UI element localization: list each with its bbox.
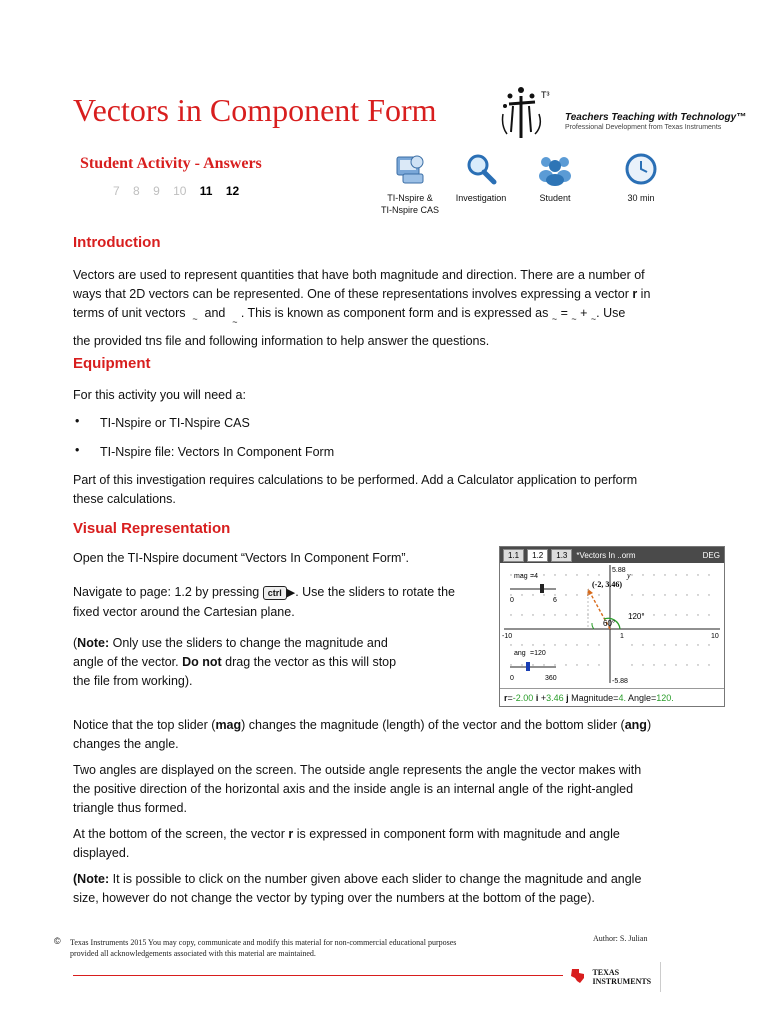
result-ang: 120. (656, 693, 674, 703)
footer-divider (73, 975, 563, 976)
bottom-line-1a: At the bottom of the screen, the vector (73, 827, 289, 841)
year-7: 7 (113, 184, 120, 198)
x-right-label: 10 (711, 633, 719, 640)
footer-vertical-rule (660, 962, 661, 992)
bottom-vector-r: r (288, 827, 294, 841)
note2-open: ( (73, 872, 78, 886)
result-ang-label: Angle= (625, 693, 657, 703)
notice-b: ) changes the magnitude (length) of the vector and the bottom slider ( (241, 718, 625, 732)
mag-slider-thumb[interactable] (540, 584, 544, 593)
mag-min-label: 0 (510, 597, 514, 604)
note-open-paren: ( (73, 636, 78, 650)
note-line-2 (73, 653, 493, 672)
intro-line-1: Vectors are used to represent quantities that have both magnitude and direction. There are a number of (73, 268, 645, 282)
note2-paragraph (73, 870, 693, 908)
equals-sign: = (557, 306, 572, 320)
year-10: 10 (173, 184, 187, 198)
result-equals: = (507, 693, 513, 703)
copyright-symbol: © (54, 936, 61, 946)
intro-line-2a: ways that 2D vectors can be represented. One of these representations involves expressing a vector (73, 287, 633, 301)
calculator-icon (393, 152, 427, 186)
note-line-3: the file from working). (73, 674, 193, 688)
ang-slider-thumb[interactable] (526, 662, 530, 671)
calc-tab-1-1: 1.1 (503, 549, 524, 562)
mag-slider-value: =4 (530, 573, 538, 580)
tilde-x: ~ (571, 314, 577, 324)
navigate-line-1b: . Use the sliders to rotate the (295, 585, 456, 599)
icon-tile-time (596, 152, 686, 204)
note2-line-1 (73, 870, 693, 889)
y-top-label: 5.88 (612, 567, 626, 574)
year-11: 11 (199, 184, 213, 198)
result-mag: 4. (618, 693, 626, 703)
heading-equipment: Equipment (73, 355, 151, 372)
notice-mag: mag (215, 718, 242, 732)
calc-tab-1-3: 1.3 (551, 549, 572, 562)
navigate-line-2: fixed vector around the Cartesian plane. (73, 605, 295, 619)
ctrl-key: ctrl (263, 586, 287, 600)
bottom-line-1c: is expressed in component form with magnitude and angle (293, 827, 620, 841)
note-line-2a: angle of the vector. (73, 655, 183, 669)
page-title: Vectors in Component Form (73, 92, 437, 128)
notice-line-1 (73, 716, 693, 735)
calc-doc-title: *Vectors In ..orm (576, 550, 636, 560)
outside-angle-label: 120° (628, 612, 645, 621)
year-levels (113, 184, 249, 198)
ti-line-1: TEXAS (592, 968, 620, 977)
calc-graph (500, 563, 724, 687)
navigate-paragraph (73, 583, 493, 622)
note-line-2b: drag the vector as this will stop (221, 655, 397, 669)
vector-r: r (632, 287, 638, 301)
logo-title: Teachers Teaching with Technology™ (565, 112, 747, 123)
result-mag-label: Magnitude= (568, 693, 619, 703)
intro-line-3c: . This is known as component form and is expressed as (240, 306, 552, 320)
ti-nspire-screenshot (499, 546, 725, 707)
x-left-label: -10 (502, 633, 513, 640)
footer-line-2: provided all acknowledgements associated with this material are maintained. (70, 949, 316, 958)
author: Author: S. Julian (593, 934, 648, 943)
tilde-y: ~ (590, 314, 597, 324)
intro-line-2c: in (637, 287, 651, 301)
equipment-note (73, 471, 693, 509)
note2-label: Note: (77, 872, 110, 886)
intro-line-3a: terms of unit vectors (73, 306, 190, 320)
ang-slider-value: =120 (530, 650, 546, 657)
result-i: i (535, 693, 539, 703)
note2-text-1: It is possible to click on the number given above each slider to change the magnitude and angle (109, 872, 642, 886)
icon-label-nspire-1: TI-Nspire & (387, 193, 433, 203)
calc-tab-bar (500, 547, 724, 563)
note2-line-2: size, however do not change the vector by typing over the numbers at the bottom of the page). (73, 891, 595, 905)
students-icon (537, 152, 573, 186)
equipment-item-2: TI-Nspire file: Vectors In Component Form (100, 445, 335, 459)
equipment-note-1: Part of this investigation requires calculations to be performed. Add a Calculator application to perform (73, 473, 638, 487)
result-plus: + (538, 693, 547, 703)
note-paragraph (73, 634, 493, 691)
ang-max-label: 360 (545, 675, 557, 682)
note-do-not: Do not (182, 655, 222, 669)
inside-angle-label: 60° (603, 619, 616, 628)
ang-min-label: 0 (510, 675, 514, 682)
equipment-note-2: these calculations. (73, 492, 176, 506)
bullet-dot: • (75, 443, 80, 457)
note-line-1 (73, 634, 493, 653)
y-axis-label: y (627, 571, 631, 580)
result-r: r (504, 693, 508, 703)
logo-mark: T³ (541, 90, 550, 100)
y-bottom-label: -5.88 (612, 678, 628, 685)
intro-paragraph (73, 266, 693, 351)
mag-max-label: 6 (553, 597, 557, 604)
unit-vector-j-tilde: ~ (232, 317, 238, 327)
calc-result-line (500, 688, 724, 706)
year-12: 12 (225, 184, 240, 198)
notice-c: ) (646, 718, 652, 732)
two-angles-line-2: the positive direction of the horizontal axis and the inside angle is an internal angle of the right-angled (73, 782, 634, 796)
notice-ang: ang (624, 718, 647, 732)
footer-copyright (70, 937, 550, 959)
calc-tab-1-2: 1.2 (527, 549, 548, 562)
bottom-screen-paragraph (73, 825, 693, 863)
two-angles-line-3: triangle thus formed. (73, 801, 187, 815)
t3-logo-icon (497, 84, 561, 142)
icon-label-student: Student (539, 193, 571, 203)
right-arrow-icon: ▶ (286, 587, 296, 599)
note-label: Note: (77, 636, 110, 650)
unit-vector-i-tilde: ~ (192, 314, 198, 324)
icon-label-time: 30 min (627, 193, 655, 203)
two-angles-paragraph (73, 761, 693, 818)
intro-line-3 (73, 304, 693, 332)
heading-visual-representation: Visual Representation (73, 520, 231, 537)
notice-line-2: changes the angle. (73, 737, 179, 751)
bullet-dot: • (75, 414, 80, 428)
equipment-lead: For this activity you will need a: (73, 388, 246, 402)
result-j-value: 3.46 (546, 693, 564, 703)
year-8: 8 (133, 184, 140, 198)
page-subtitle: Student Activity - Answers (80, 155, 262, 172)
ti-line-2: INSTRUMENTS (592, 977, 652, 986)
footer-line-1: Texas Instruments 2015 You may copy, communicate and modify this material for non-commercial educational purposes (70, 938, 457, 947)
t3-logo (497, 84, 561, 147)
intro-line-2 (73, 285, 693, 304)
icon-label-nspire-2: TI-Nspire CAS (380, 205, 439, 215)
logo-subtitle: Professional Development from Texas Instruments (565, 124, 722, 131)
x-one-label: 1 (620, 633, 624, 640)
result-j: j (566, 693, 569, 703)
clock-icon (624, 152, 658, 186)
intro-line-3f: . Use (596, 306, 626, 320)
mag-slider-label: mag (514, 573, 528, 580)
texas-instruments-logo (570, 968, 651, 986)
navigate-line-1a: Navigate to page: 1.2 by pressing (73, 585, 263, 599)
result-i-value: -2.00 (512, 693, 534, 703)
plus-sign: + (576, 306, 591, 320)
ang-slider-label: ang (514, 650, 526, 657)
texas-state-icon (570, 968, 586, 984)
calc-mode: DEG (702, 550, 720, 560)
heading-introduction: Introduction (73, 234, 161, 251)
two-angles-line-1: Two angles are displayed on the screen. The outside angle represents the angle the vector makes with (73, 763, 642, 777)
icon-label-investigation: Investigation (455, 193, 507, 203)
point-label: (-2, 3.46) (592, 580, 622, 589)
navigate-line-1 (73, 583, 493, 603)
magnifier-icon (464, 152, 498, 186)
equipment-item-1: TI-Nspire or TI-Nspire CAS (100, 416, 250, 430)
bottom-line-2: displayed. (73, 846, 130, 860)
note-text-1: Only use the sliders to change the magnitude and (109, 636, 388, 650)
open-document-text: Open the TI-Nspire document “Vectors In Component Form”. (73, 551, 410, 565)
icon-tile-student (510, 152, 600, 204)
bottom-line-1 (73, 825, 693, 844)
intro-line-3b: and (201, 306, 229, 320)
tilde-r: ~ (551, 314, 558, 324)
notice-paragraph (73, 716, 693, 754)
notice-a: Notice that the top slider ( (73, 718, 216, 732)
inside-angle-arc (592, 623, 594, 629)
intro-line-4: the provided tns file and following information to help answer the questions. (73, 334, 490, 348)
year-9: 9 (153, 184, 160, 198)
